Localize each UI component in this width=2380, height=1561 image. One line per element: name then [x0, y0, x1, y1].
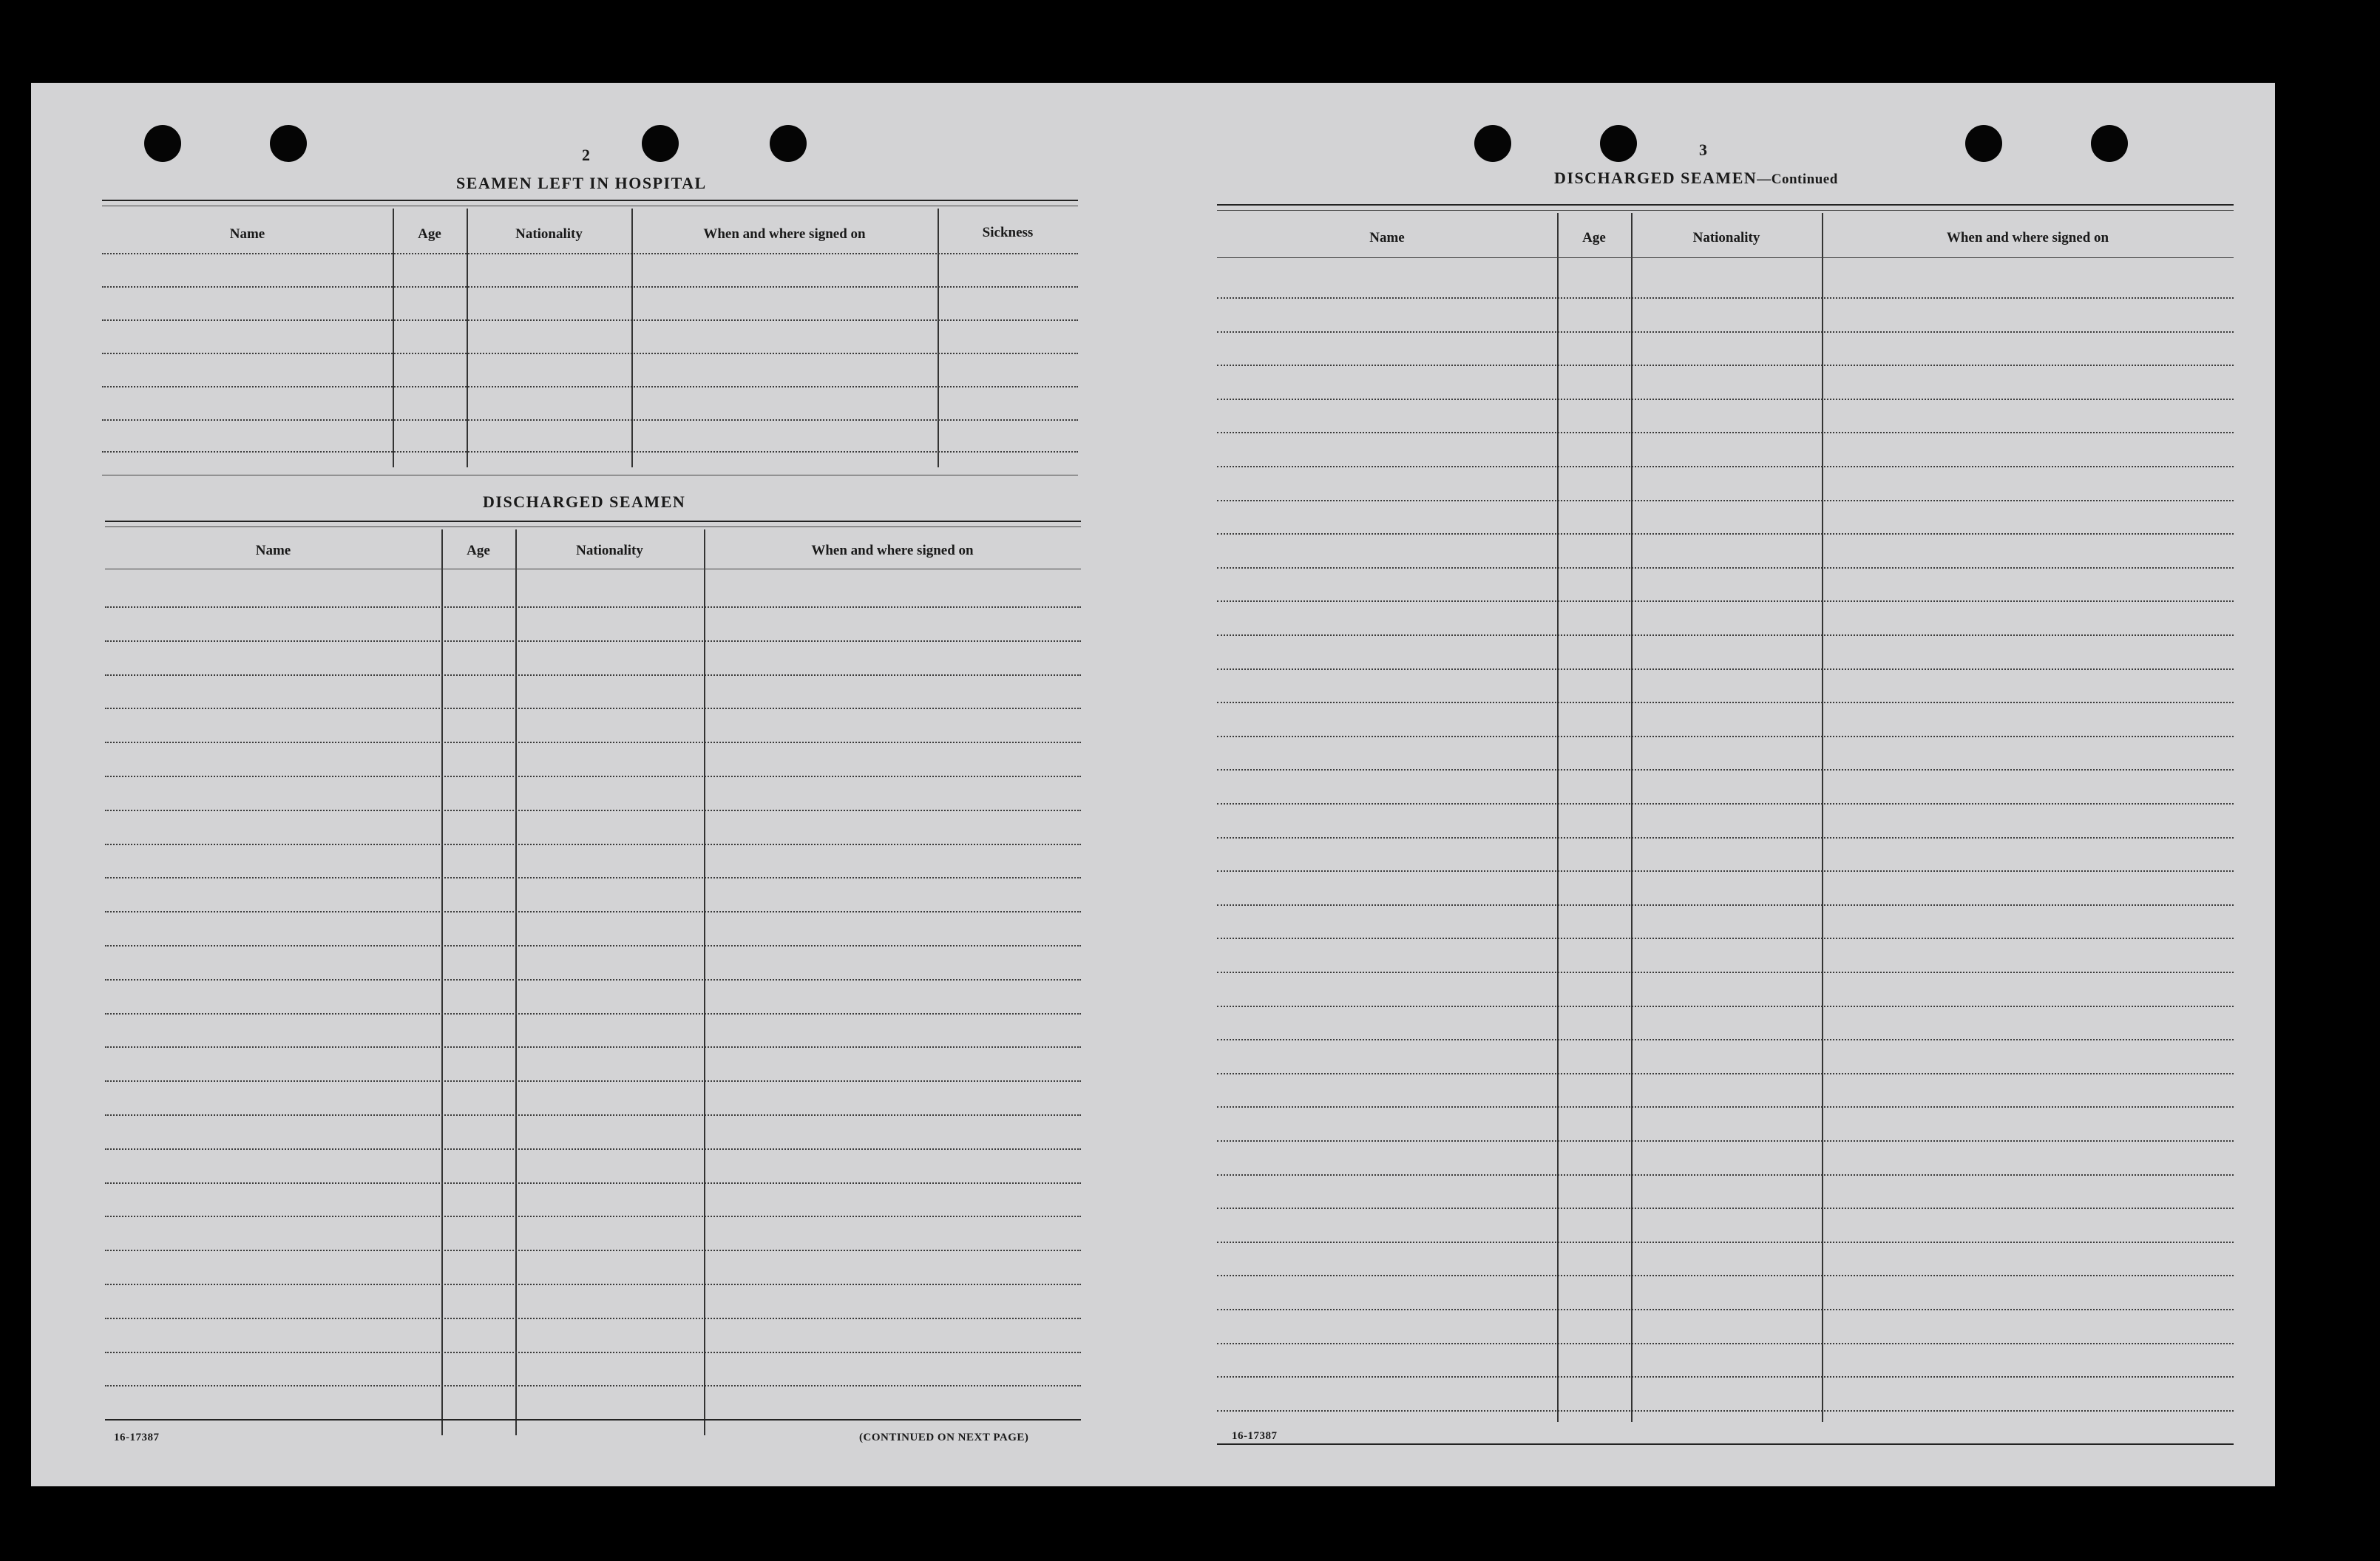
table-row	[1217, 1208, 2234, 1209]
table-row	[105, 1250, 1081, 1251]
table-row	[102, 419, 1078, 421]
table-row	[1217, 500, 2234, 501]
table-row	[102, 451, 1078, 453]
table-row	[1217, 904, 2234, 906]
table-top-rule	[105, 526, 1081, 527]
discharged-continued-title	[1554, 169, 1838, 188]
table-row	[1217, 297, 2234, 299]
table-row	[1217, 1140, 2234, 1142]
table-row	[105, 1419, 1081, 1421]
table-row	[1217, 399, 2234, 400]
table-row	[105, 1182, 1081, 1184]
table-row	[1217, 769, 2234, 771]
table-row	[105, 1013, 1081, 1015]
table-row	[1217, 1039, 2234, 1040]
header-underline	[1217, 257, 2234, 258]
column-divider	[938, 209, 939, 467]
column-header-nationality: Nationality	[515, 226, 583, 242]
discharged-continued-title-suffix: —Continued	[1757, 172, 1838, 187]
table-row	[105, 1352, 1081, 1353]
column-header-signed-on: When and where signed on	[1946, 230, 2109, 246]
column-divider	[1822, 213, 1823, 1422]
table-row	[1217, 1443, 2234, 1445]
table-row	[105, 776, 1081, 777]
table-row	[1217, 668, 2234, 670]
table-row	[102, 386, 1078, 387]
table-row	[1217, 634, 2234, 636]
column-header-signed-on: When and where signed on	[703, 226, 866, 242]
table-top-rule	[1217, 204, 2234, 206]
column-divider	[1557, 213, 1559, 1422]
column-divider	[515, 529, 517, 1435]
punch-hole	[144, 125, 181, 162]
column-header-nationality: Nationality	[576, 543, 643, 558]
column-header-name: Name	[229, 226, 265, 242]
table-row	[1217, 600, 2234, 602]
table-row	[1217, 365, 2234, 366]
table-row	[1217, 1242, 2234, 1243]
column-divider	[631, 209, 633, 467]
table-row	[105, 1318, 1081, 1319]
table-row	[105, 640, 1081, 642]
table-row	[105, 1046, 1081, 1048]
table-top-rule	[105, 521, 1081, 522]
table-row	[102, 253, 1078, 254]
table-row	[1217, 736, 2234, 737]
column-divider	[393, 209, 394, 467]
table-row	[102, 286, 1078, 288]
discharged-section-title: DISCHARGED SEAMEN	[483, 492, 686, 511]
column-divider	[704, 529, 705, 1435]
punch-hole	[1965, 125, 2002, 162]
form-sheet	[31, 83, 2275, 1486]
table-row	[1217, 1174, 2234, 1176]
column-header-name: Name	[255, 543, 291, 558]
table-row	[102, 319, 1078, 321]
discharged-table	[105, 521, 1081, 1438]
table-row	[105, 1216, 1081, 1217]
column-header-age: Age	[418, 226, 441, 242]
discharged-continued-title-main: DISCHARGED SEAMEN	[1554, 169, 1757, 187]
table-row	[105, 708, 1081, 709]
table-row	[1217, 1309, 2234, 1310]
table-row	[105, 742, 1081, 743]
table-row	[105, 844, 1081, 845]
punch-hole	[770, 125, 807, 162]
punch-hole	[2091, 125, 2128, 162]
column-header-age: Age	[467, 543, 490, 558]
table-row	[102, 353, 1078, 354]
column-header-sickness: Sickness	[982, 225, 1034, 240]
discharged-continued-table	[1217, 204, 2234, 1424]
table-row	[1217, 1376, 2234, 1378]
table-top-rule	[1217, 210, 2234, 211]
continued-note: (CONTINUED ON NEXT PAGE)	[859, 1432, 1029, 1443]
table-row	[105, 1114, 1081, 1116]
table-row	[1217, 1106, 2234, 1108]
table-row	[1217, 837, 2234, 839]
table-row	[105, 1080, 1081, 1082]
table-top-rule	[102, 200, 1078, 201]
table-row	[1217, 972, 2234, 973]
column-header-age: Age	[1582, 230, 1606, 246]
table-row	[1217, 870, 2234, 872]
table-row	[105, 1148, 1081, 1150]
table-row	[1217, 567, 2234, 569]
form-number-left: 16-17387	[114, 1432, 160, 1443]
hospital-section-title: SEAMEN LEFT IN HOSPITAL	[456, 174, 707, 192]
table-row	[1217, 466, 2234, 467]
table-row	[1217, 1073, 2234, 1074]
punch-hole	[1474, 125, 1511, 162]
column-header-name: Name	[1369, 230, 1405, 246]
punch-hole	[642, 125, 679, 162]
column-divider	[467, 209, 468, 467]
column-header-signed-on: When and where signed on	[811, 543, 974, 558]
form-number-right: 16-17387	[1232, 1430, 1278, 1442]
table-row	[105, 945, 1081, 947]
column-divider	[1631, 213, 1633, 1422]
table-row	[105, 1284, 1081, 1285]
table-row	[1217, 1006, 2234, 1007]
page-number-right: 3	[1699, 140, 1707, 159]
table-row	[1217, 432, 2234, 433]
punch-hole	[1600, 125, 1637, 162]
table-row	[105, 979, 1081, 981]
table-row	[105, 1385, 1081, 1386]
page-number-left: 2	[582, 146, 590, 164]
hospital-table	[102, 200, 1078, 479]
table-row	[105, 877, 1081, 878]
column-header-nationality: Nationality	[1692, 230, 1760, 246]
table-row	[1217, 331, 2234, 333]
punch-hole	[270, 125, 307, 162]
table-row	[1217, 1343, 2234, 1344]
table-row	[1217, 1275, 2234, 1276]
table-row	[105, 674, 1081, 676]
table-row	[105, 606, 1081, 608]
table-row	[105, 911, 1081, 912]
table-row	[1217, 533, 2234, 535]
table-row	[1217, 803, 2234, 805]
table-row	[1217, 702, 2234, 703]
column-divider	[441, 529, 443, 1435]
table-row	[105, 810, 1081, 811]
table-row	[1217, 938, 2234, 939]
table-row	[1217, 1410, 2234, 1412]
